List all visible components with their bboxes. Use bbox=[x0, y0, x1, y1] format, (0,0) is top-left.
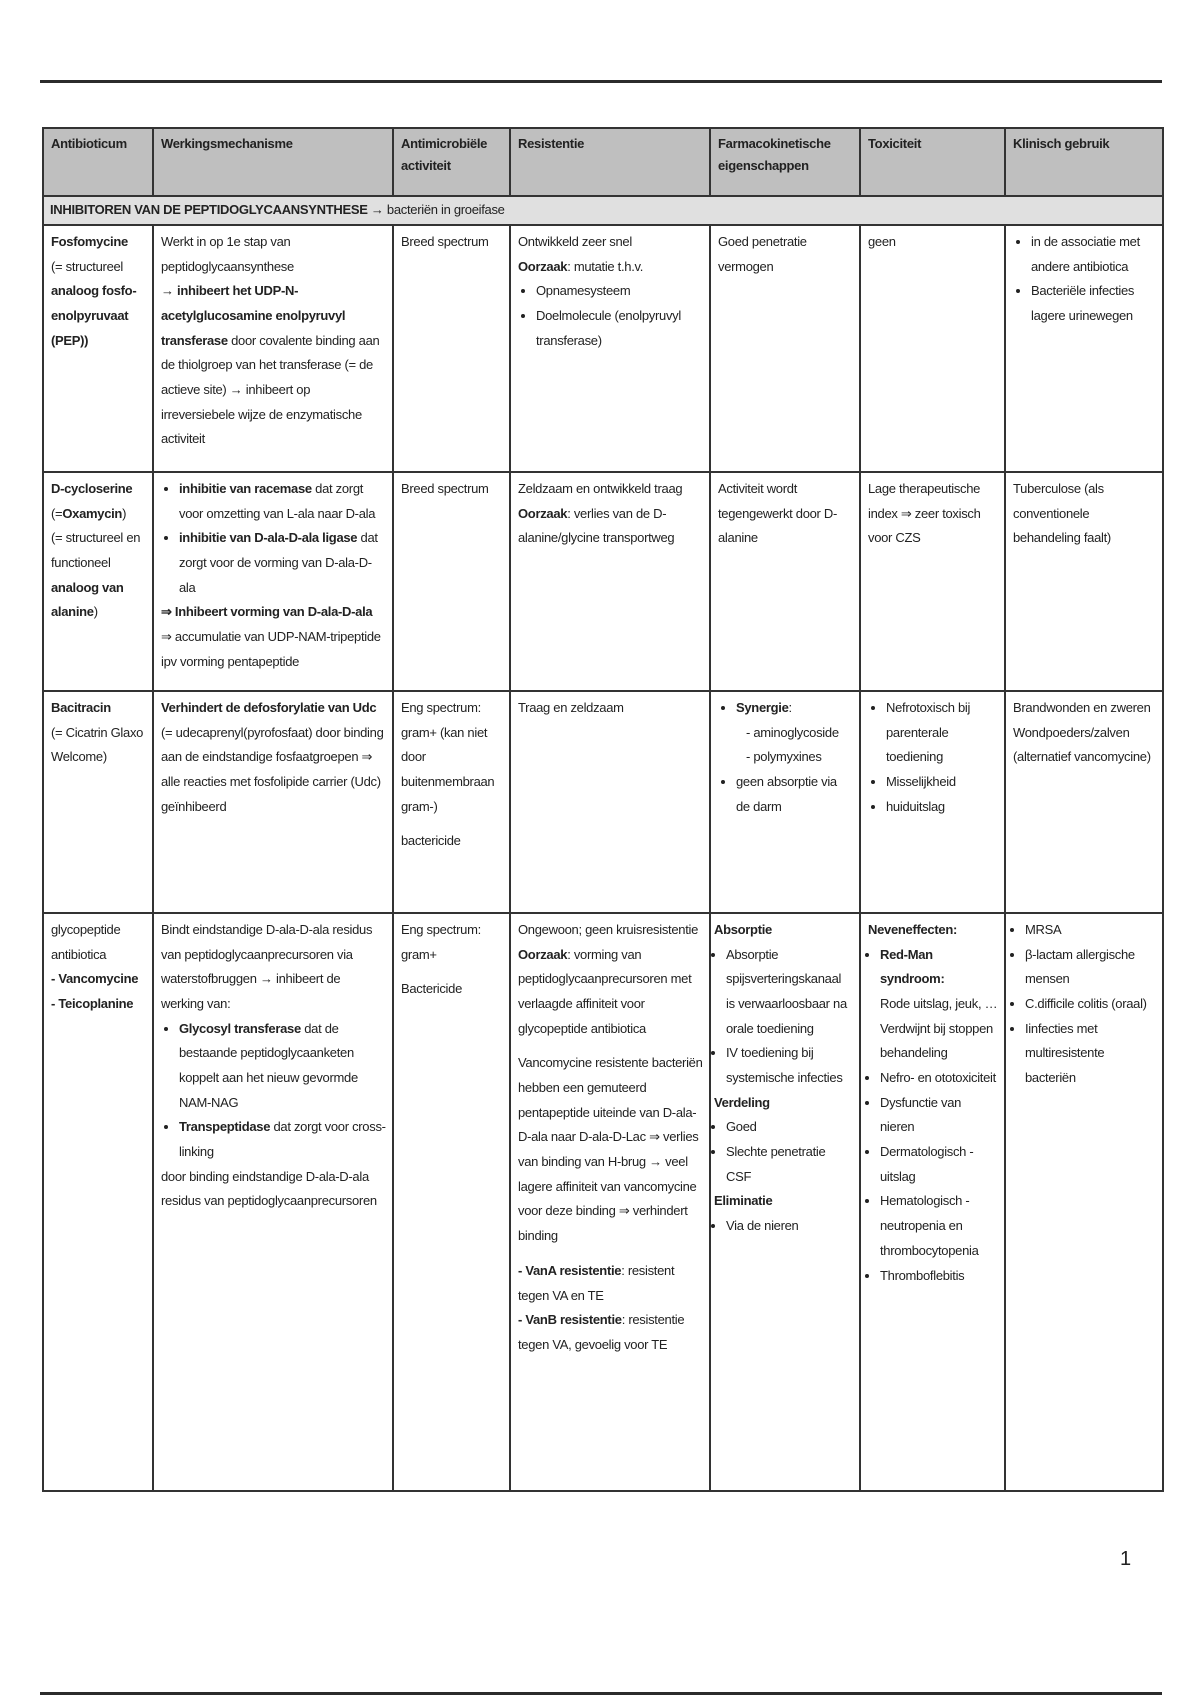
list-item: • Goed bbox=[726, 1115, 853, 1140]
list-item: • Red-Man syndroom: Rode uitslag, jeuk, … Verdwijnt bij stoppen behandeling bbox=[880, 943, 998, 1066]
list-item: • MRSA bbox=[1025, 918, 1156, 943]
cell-mechanism: Werkt in op 1e stap van peptidoglycaansynthese → inhibeert het UDP-N-acetylglucosamine enolpyruvyl transferase door covalente binding aan de thiolgroep van het transferase (= de actieve site) → inhibeert op irreversiebele wijze de enzymatische activiteit bbox=[153, 225, 393, 472]
cell-activity: Breed spectrum bbox=[393, 225, 510, 472]
list-item: • Bacteriële infecties lagere urinewegen bbox=[1031, 279, 1156, 328]
cell-resistance: Ontwikkeld zeer snel Oorzaak: mutatie t.h.v. • Opnamesysteem • Doelmolecule (enolpyruvyl transferase) bbox=[510, 225, 710, 472]
section-row bbox=[43, 196, 1163, 225]
cell-toxicity: Neveneffecten: • Red-Man syndroom: Rode uitslag, jeuk, … Verdwijnt bij stoppen behandeling • Nefro- en ototoxiciteit • Dysfunctie van nieren • Dermatologisch - uitslag • Hematologisch - neutropenia en thrombocytopenia • Thromboflebitis bbox=[860, 913, 1005, 1491]
cell-pharmacokinetics: Goed penetratie vermogen bbox=[710, 225, 860, 472]
cell-clinical-use: Brandwonden en zweren Wondpoeders/zalven (alternatief vancomycine) bbox=[1005, 691, 1163, 913]
list-item: • inhibitie van racemase dat zorgt voor omzetting van L-ala naar D-ala bbox=[179, 477, 386, 526]
list-item: • Slechte penetratie CSF bbox=[726, 1140, 853, 1189]
list-item: • IV toediening bij systemische infecties bbox=[726, 1041, 853, 1090]
cell-activity: Breed spectrum bbox=[393, 472, 510, 691]
header-rule bbox=[40, 80, 1162, 83]
cell-mechanism: • inhibitie van racemase dat zorgt voor omzetting van L-ala naar D-ala • inhibitie van D-ala-D-ala ligase dat zorgt voor de vorming van D-ala-D-ala ⇒ Inhibeert vorming van D-ala-D-ala ⇒ accumulatie van UDP-NAM-tripeptide ipv vorming pentapeptide bbox=[153, 472, 393, 691]
list-item: • Iinfecties met multiresistente bacteriën bbox=[1025, 1017, 1156, 1091]
cell-clinical-use: Tuberculose (als conventionele behandeling faalt) bbox=[1005, 472, 1163, 691]
list-item: • Dermatologisch - uitslag bbox=[880, 1140, 998, 1189]
table-row-d-cycloserine bbox=[43, 472, 1163, 691]
col-header-antibioticum: Antibioticum bbox=[43, 128, 153, 196]
section-title: INHIBITOREN VAN DE PEPTIDOGLYCAANSYNTHESE → bacteriën in groeifase bbox=[43, 196, 1163, 225]
list-item: • Glycosyl transferase dat de bestaande peptidoglycaanketen koppelt aan het nieuw gevormde NAM-NAG bbox=[179, 1017, 386, 1116]
list-item: • Opnamesysteem bbox=[536, 279, 703, 304]
list-item: • Absorptie spijsverteringskanaal is verwaarloosbaar na orale toediening bbox=[726, 943, 853, 1042]
cell-toxicity bbox=[860, 691, 1005, 913]
cell-antibioticum: D-cycloserine (=Oxamycin) (= structureel en functioneel analoog van alanine) bbox=[43, 472, 153, 691]
list-item: • huiduitslag bbox=[886, 795, 998, 820]
drug-name: Bacitracin bbox=[51, 699, 111, 715]
col-header-activiteit: Antimicrobiële activiteit bbox=[393, 128, 510, 196]
col-header-werkingsmechanisme: Werkingsmechanisme bbox=[153, 128, 393, 196]
list-item: • inhibitie van D-ala-D-ala ligase dat zorgt voor de vorming van D-ala-D-ala bbox=[179, 526, 386, 600]
list-item: • Nefrotoxisch bij parenterale toediening bbox=[886, 696, 998, 770]
cell-activity: Eng spectrum: gram+ Bactericide bbox=[393, 913, 510, 1491]
list-item: • β-lactam allergische mensen bbox=[1025, 943, 1156, 992]
col-header-farmacokinetiek: Farmacokinetische eigenschappen bbox=[710, 128, 860, 196]
cell-resistance: Traag en zeldzaam bbox=[510, 691, 710, 913]
cell-toxicity: Lage therapeutische index ⇒ zeer toxisch voor CZS bbox=[860, 472, 1005, 691]
table-row-glycopeptide bbox=[43, 913, 1163, 1491]
col-header-klinisch-gebruik: Klinisch gebruik bbox=[1005, 128, 1163, 196]
drug-name: Fosfomycine bbox=[51, 233, 128, 249]
list-item: • Hematologisch - neutropenia en thrombocytopenia bbox=[880, 1189, 998, 1263]
table-row-fosfomycine bbox=[43, 225, 1163, 472]
cell-mechanism: Verhindert de defosforylatie van Udc (= udecaprenyl(pyrofosfaat) door binding aan de eindstandige fosfaatgroepen ⇒ alle reacties met fosfolipide carrier (Udc) geïnhibeerd bbox=[153, 691, 393, 913]
list-item: • Synergie: - aminoglycoside - polymyxines bbox=[736, 696, 853, 770]
list-item: • Via de nieren bbox=[726, 1214, 853, 1239]
cell-pharmacokinetics: Absorptie • Absorptie spijsverteringskanaal is verwaarloosbaar na orale toediening • IV toediening bij systemische infecties Verdeling • Goed • Slechte penetratie CSF Eliminatie • Via de nieren bbox=[710, 913, 860, 1491]
cell-pharmacokinetics: Activiteit wordt tegengewerkt door D-alanine bbox=[710, 472, 860, 691]
cell-antibioticum: Bacitracin (= Cicatrin Glaxo Welcome) bbox=[43, 691, 153, 913]
col-header-toxiciteit: Toxiciteit bbox=[860, 128, 1005, 196]
antibiotics-table bbox=[42, 127, 1164, 1492]
cell-toxicity: geen bbox=[860, 225, 1005, 472]
list-item: • in de associatie met andere antibiotica bbox=[1031, 230, 1156, 279]
table-header-row bbox=[43, 128, 1163, 196]
cell-resistance: Ongewoon; geen kruisresistentie Oorzaak: vorming van peptidoglycaanprecursoren met verlaagde affiniteit voor glycopeptide antibiotica Vancomycine resistente bacteriën hebben een gemuteerd pentapeptide uiteinde van D-ala-D-ala naar D-ala-D-Lac ⇒ verlies van binding van H-brug → veel lagere affiniteit van vancomycine voor deze binding ⇒ verhindert binding - VanA resistentie: resistent tegen VA en TE - VanB resistentie: resistentie tegen VA, gevoelig voor TE bbox=[510, 913, 710, 1491]
list-item: • geen absorptie via de darm bbox=[736, 770, 853, 819]
cell-antibioticum: Fosfomycine (= structureel analoog fosfo-enolpyruvaat (PEP)) bbox=[43, 225, 153, 472]
cell-antibioticum: glycopeptide antibiotica - Vancomycine - Teicoplanine bbox=[43, 913, 153, 1491]
cell-activity: Eng spectrum: gram+ (kan niet door buitenmembraan gram-) bactericide bbox=[393, 691, 510, 913]
footer-rule bbox=[40, 1692, 1162, 1695]
list-item: • Transpeptidase dat zorgt voor cross-linking bbox=[179, 1115, 386, 1164]
cell-resistance: Zeldzaam en ontwikkeld traag Oorzaak: verlies van de D-alanine/glycine transportweg bbox=[510, 472, 710, 691]
list-item: • C.difficile colitis (oraal) bbox=[1025, 992, 1156, 1017]
drug-name: D-cycloserine bbox=[51, 480, 133, 496]
list-item: • Misselijkheid bbox=[886, 770, 998, 795]
cell-mechanism: Bindt eindstandige D-ala-D-ala residus van peptidoglycaanprecursoren via waterstofbruggen → inhibeert de werking van: • Glycosyl transferase dat de bestaande peptidoglycaanketen koppelt aan het nieuw gevormde NAM-NAG • Transpeptidase dat zorgt voor cross-linking door binding eindstandige D-ala-D-ala residus van peptidoglycaanprecursoren bbox=[153, 913, 393, 1491]
table-row-bacitracin bbox=[43, 691, 1163, 913]
list-item: • Nefro- en ototoxiciteit bbox=[880, 1066, 998, 1091]
cell-pharmacokinetics bbox=[710, 691, 860, 913]
col-header-resistentie: Resistentie bbox=[510, 128, 710, 196]
page-number: 1 bbox=[1120, 1548, 1132, 1570]
cell-clinical-use bbox=[1005, 913, 1163, 1491]
list-item: • Doelmolecule (enolpyruvyl transferase) bbox=[536, 304, 703, 353]
list-item: • Dysfunctie van nieren bbox=[880, 1091, 998, 1140]
drug-name: glycopeptide antibiotica bbox=[51, 921, 121, 962]
list-item: • Thromboflebitis bbox=[880, 1264, 998, 1289]
cell-clinical-use bbox=[1005, 225, 1163, 472]
